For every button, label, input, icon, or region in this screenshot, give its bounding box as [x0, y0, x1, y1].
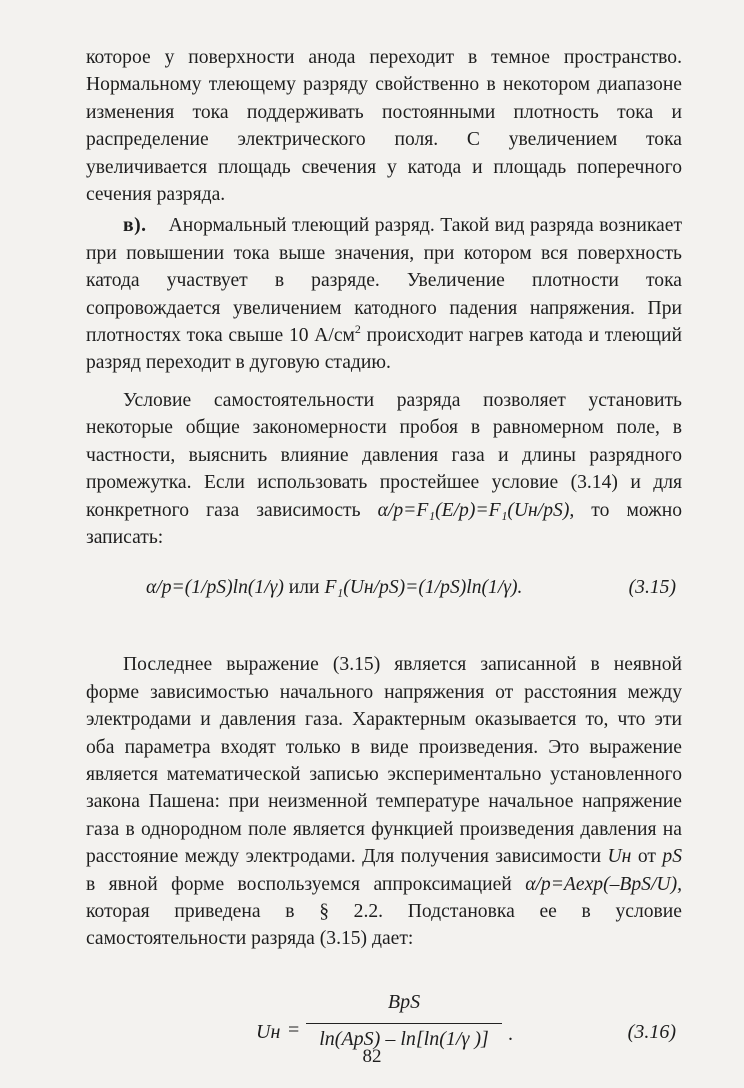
equation-3-15-body [146, 577, 522, 599]
equation-3-15-left: α/p=(1/pS)ln(1/γ) [146, 577, 284, 599]
paragraph-4-text-a: Последнее выражение (3.15) является записанной в неявной форме зависимостью начального напряжения от расстояния между электродами и давления газа. Характерным оказывается то, что эти оба параметра входят только в виде произведения. Это выражение является математической записью экспериментально установленного закона Пашена: при неизменной температуре начальное напряжение газа в однородном поле является функцией произведения давления на расстояние между электродами. Для получения зависимости [86, 654, 682, 868]
inline-formula: α/p=Aexp(–BpS/U), [525, 873, 682, 895]
equals-sign: = [288, 1018, 300, 1041]
fraction-bar [306, 1023, 502, 1024]
fraction-numerator: BpS [387, 990, 421, 1013]
equation-number: (3.16) [627, 1020, 676, 1043]
paragraph-4 [86, 651, 682, 952]
equation-number: (3.15) [628, 577, 676, 599]
equation-3-15-right: F₁(Uн/pS)=(1/pS)ln(1/γ). [324, 577, 523, 599]
equation-period: . [508, 1022, 513, 1045]
item-label: в). [123, 215, 147, 237]
inline-formula: pS [662, 846, 682, 868]
fraction [306, 991, 502, 1051]
inline-formula: Uн [607, 846, 632, 868]
paragraph-2-text-a: Анормальный тлеющий разряд. Такой вид разряда возникает при повышении тока выше значения, при котором вся поверхность катода участвует в разряде. Увеличение плотности тока сопровождается увеличением катодного падения напряжения. При плотностях тока свыше 10 А/см [86, 215, 683, 347]
equation-3-15 [86, 571, 682, 611]
paragraph-3 [86, 387, 682, 551]
paragraph-3-text-a: Условие самостоятельности разряда позволяет установить некоторые общие закономерности пробоя в равномерном поле, в частности, выяснить влияние давления газа и длины разрядного промежутка. Если использовать простейшее условие (3.14) и для конкретного газа зависимость [86, 389, 682, 521]
paragraph-4-text-d: которая приведена в § 2.2. Подстановка ее в условие самостоятельности разряда (3.15) дает: [86, 900, 682, 950]
equation-3-16-lhs: Uн [256, 1020, 281, 1043]
paragraph-3-text-b: то можно записать: [86, 499, 682, 548]
equation-3-15-conj: или [283, 577, 325, 599]
paragraph-2 [86, 212, 682, 376]
paragraph-1: которое у поверхности анода переходит в темное пространство. Нормальному тлеющему разряду свойственно в некотором диапазоне изменения тока поддерживать постоянными плотность тока и распределение электрического поля. С увеличением тока увеличивается площадь свечения у катода и площадь поперечного сечения разряда. [86, 47, 682, 206]
superscript: 2 [354, 322, 361, 337]
inline-formula: α/p=F₁(E/p)=F₁(Uн/pS), [377, 499, 575, 521]
paragraph-2-text-b: происходит нагрев катода и тлеющий разряд переходит в дуговую стадию. [86, 325, 682, 374]
fraction-denominator: ln(ApS) – ln[ln(1/γ )] [319, 1027, 489, 1050]
paragraph-4-text-b: от [631, 846, 663, 868]
paragraph-4-text-c: в явной форме воспользуемся аппроксимацией [86, 873, 526, 895]
equation-3-16 [86, 991, 682, 1083]
page-number: 82 [362, 1046, 382, 1067]
